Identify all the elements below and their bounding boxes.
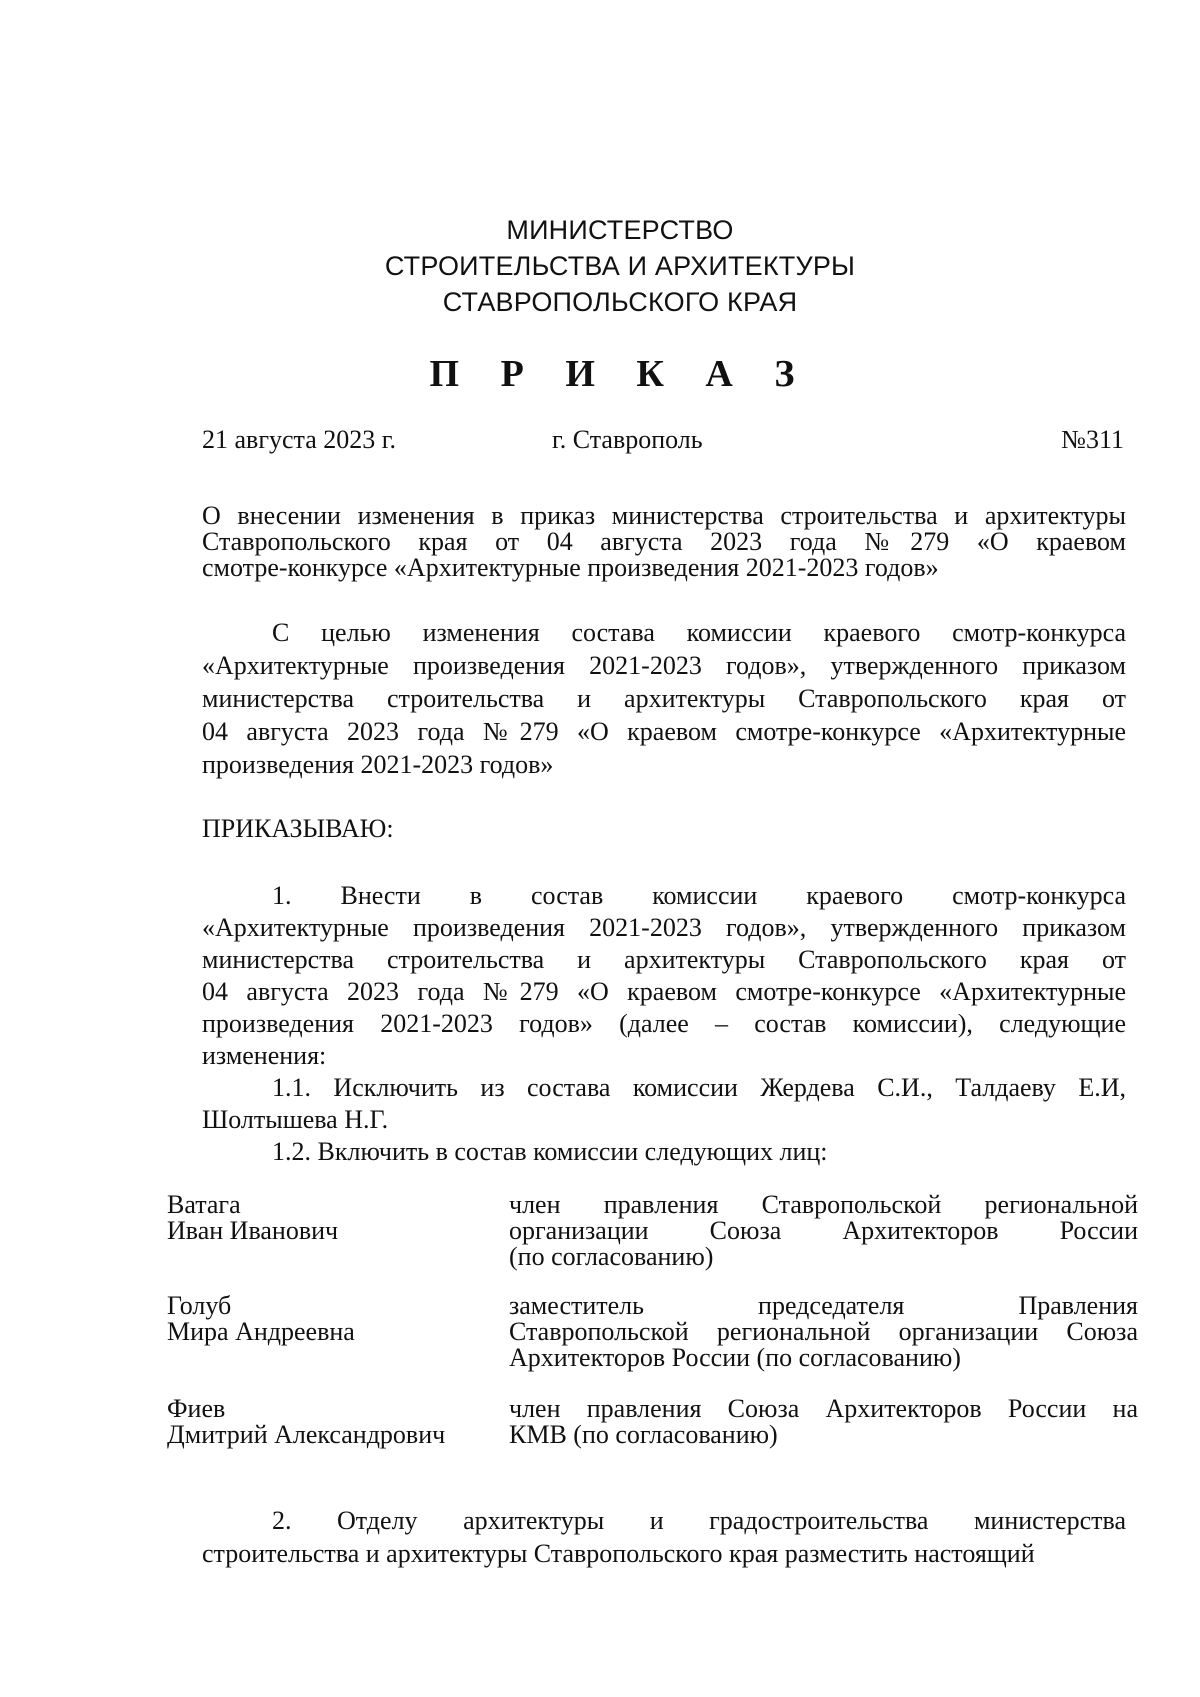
item-1-line: 1. Внести в состав комиссии краевого смотр-конкурса (272, 881, 1126, 910)
item-1-2-line: 1.2. Включить в состав комиссии следующих лиц: (272, 1137, 828, 1166)
item-1-line: произведения 2021-2023 годов» (далее – состав комиссии), следующие (202, 1009, 1126, 1038)
item-2-line: 2. Отделу архитектуры и градостроительства министерства (272, 1506, 1126, 1535)
member-role-line: организации Союза Архитекторов России (509, 1216, 1138, 1245)
order-word: ПРИКАЗЫВАЮ: (202, 814, 394, 843)
item-1-line: изменения: (202, 1041, 327, 1070)
preamble-line: «Архитектурные произведения 2021-2023 годов», утвержденного приказом (202, 651, 1126, 680)
item-1-2-paragraph (202, 1136, 1126, 1168)
item-2-paragraph (202, 1504, 1126, 1570)
member-role (509, 1396, 1138, 1448)
ministry-line-3: СТАВРОПОЛЬСКОГО КРАЯ (442, 287, 798, 317)
preamble-line: министерства строительства и архитектуры Ставропольского края от (202, 684, 1126, 713)
member-name (167, 1192, 338, 1244)
order-subject (202, 503, 1126, 581)
member-surname: Ватага (167, 1190, 241, 1219)
item-1-line: министерства строительства и архитектуры Ставропольского края от (202, 945, 1126, 974)
item-1-line: «Архитектурные произведения 2021-2023 годов», утвержденного приказом (202, 913, 1126, 942)
item-1-1-line: 1.1. Исключить из состава комиссии Жердева С.И., Талдаеву Е.И, (272, 1073, 1126, 1102)
member-name (167, 1293, 355, 1345)
preamble-line: 04 августа 2023 года №279 «О краевом смотре-конкурсе «Архитектурные (202, 717, 1126, 746)
item-1-1-line: Шолтышева Н.Г. (202, 1105, 389, 1134)
ministry-line-1: МИНИСТЕРСТВО (506, 215, 734, 245)
item-2-line: строительства и архитектуры Ставропольского края разместить настоящий (202, 1539, 1035, 1568)
item-1-1-paragraph (202, 1072, 1126, 1136)
member-given-names: Дмитрий Александрович (167, 1420, 446, 1449)
preamble-line: С целью изменения состава комиссии краевого смотр-конкурса (272, 618, 1126, 647)
member-surname: Фиев (167, 1394, 226, 1423)
preamble-line: произведения 2021-2023 годов» (202, 750, 554, 779)
preamble-paragraph (202, 616, 1126, 781)
order-city: г. Ставрополь (552, 425, 703, 454)
member-role-line: Архитекторов России (по согласованию) (509, 1343, 961, 1372)
item-1-paragraph (202, 880, 1126, 1072)
ministry-header (300, 212, 940, 320)
member-role (509, 1192, 1138, 1270)
member-name (167, 1396, 445, 1448)
member-surname: Голуб (167, 1291, 232, 1320)
member-given-names: Иван Иванович (167, 1216, 339, 1245)
subject-line: смотре-конкурсе «Архитектурные произведения 2021-2023 годов» (202, 553, 939, 582)
ministry-line-2: СТРОИТЕЛЬСТВА И АРХИТЕКТУРЫ (384, 251, 856, 281)
subject-line: Ставропольского края от 04 августа 2023 года №279 «О краевом (202, 527, 1126, 556)
subject-line: О внесении изменения в приказ министерства строительства и архитектуры (202, 501, 1126, 530)
member-role-line: КМВ (по согласованию) (509, 1420, 778, 1449)
member-role (509, 1293, 1138, 1371)
document-type-title: П Р И К А З (429, 353, 811, 395)
member-role-line: член правления Союза Архитекторов России на (509, 1394, 1138, 1423)
order-number: №311 (1061, 425, 1124, 454)
member-role-line: член правления Ставропольской региональной (509, 1190, 1138, 1219)
member-given-names: Мира Андреевна (167, 1317, 355, 1346)
member-role-line: Ставропольской региональной организации Союза (509, 1317, 1138, 1346)
order-date: 21 августа 2023 г. (202, 425, 396, 454)
member-role-line: заместитель председателя Правления (509, 1291, 1138, 1320)
member-role-line: (по согласованию) (509, 1242, 714, 1271)
item-1-line: 04 августа 2023 года №279 «О краевом смотре-конкурсе «Архитектурные (202, 977, 1126, 1006)
